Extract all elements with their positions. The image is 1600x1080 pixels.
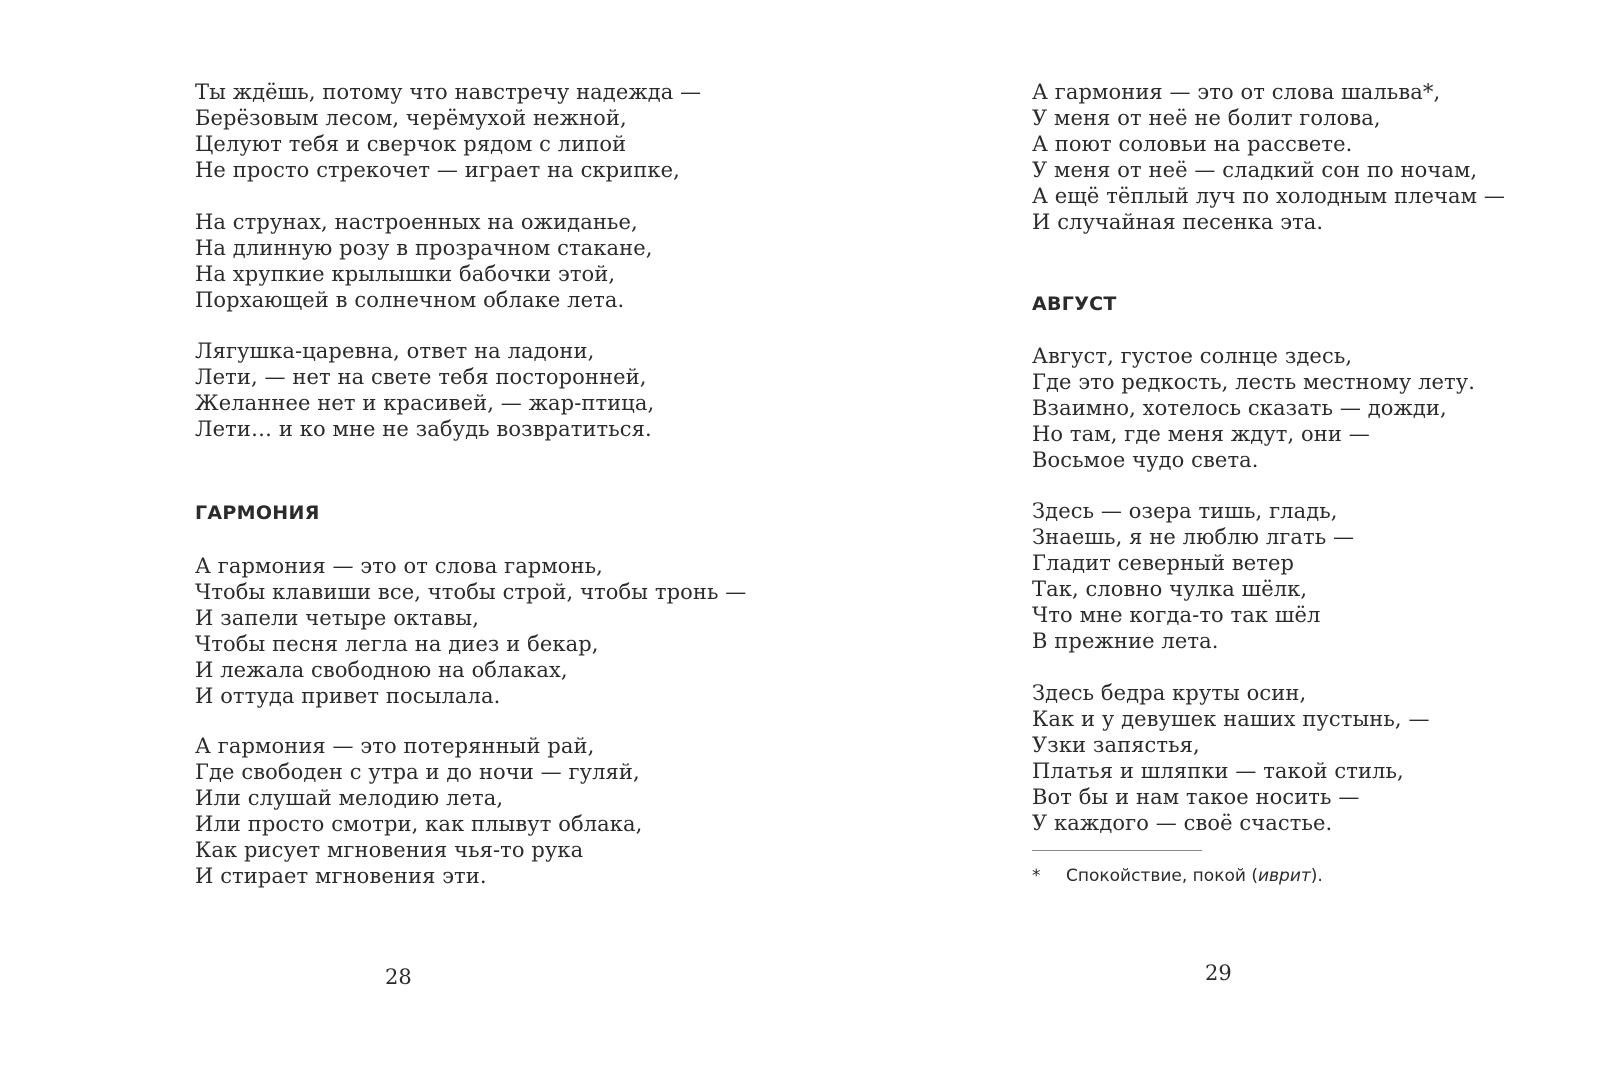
poem-line: Или слушай мелодию лета,: [195, 786, 504, 810]
poem-line: Чтобы клавиши все, чтобы строй, чтобы тронь —: [195, 580, 747, 604]
poem-line: Где свободен с утра и до ночи — гуляй,: [195, 760, 640, 784]
stanza-2: [195, 209, 653, 313]
poem-line: Целуют тебя и сверчок рядом с липой: [195, 132, 627, 156]
poem-line: Вот бы и нам такое носить —: [1032, 785, 1360, 809]
poem-line: Узки запястья,: [1032, 733, 1200, 757]
footnote-text: Спокойствие, покой (: [1066, 866, 1258, 886]
poem-line: Берёзовым лесом, черёмухой нежной,: [195, 106, 627, 130]
poem-line: Восьмое чудо света.: [1032, 448, 1259, 472]
poem-line: Август, густое солнце здесь,: [1032, 344, 1353, 368]
poem-line: Порхающей в солнечном облаке лета.: [195, 288, 625, 312]
page-number-left: 28: [385, 965, 412, 989]
poem-line: А гармония — это потерянный рай,: [195, 734, 595, 758]
page-number-right: 29: [1205, 961, 1232, 985]
poem-line: А поют соловьи на рассвете.: [1032, 132, 1353, 156]
poem-line: Ты ждёшь, потому что навстречу надежда —: [195, 80, 702, 104]
poem-line: Что мне когда-то так шёл: [1032, 603, 1321, 627]
avgust-stanza-1: [1032, 343, 1475, 473]
poem-line: И лежала свободною на облаках,: [195, 658, 568, 682]
poem-line: На хрупкие крылышки бабочки этой,: [195, 262, 616, 286]
stanza-1: [195, 79, 701, 183]
poem-line: И стирает мгновения эти.: [195, 864, 487, 888]
poem-line: Как и у девушек наших пустынь, —: [1032, 707, 1430, 731]
poem-line: Лети… и ко мне не забудь возвратиться.: [195, 417, 652, 441]
footnote: [1032, 866, 1323, 886]
garmonia-stanza-2: [195, 733, 642, 889]
footnote-mark: *: [1032, 866, 1041, 886]
right-page: [800, 0, 1600, 1080]
poem-line: Знаешь, я не люблю лгать —: [1032, 525, 1355, 549]
poem-line: Как рисует мгновения чья-то рука: [195, 838, 584, 862]
poem-line: У каждого — своё счастье.: [1032, 811, 1333, 835]
poem-line: Лягушка-царевна, ответ на ладони,: [195, 339, 595, 363]
stanza-3: [195, 338, 654, 442]
poem-line: А гармония — это от слова гармонь,: [195, 554, 603, 578]
poem-line: А гармония — это от слова шальва*,: [1032, 80, 1441, 104]
poem-line: На струнах, настроенных на ожиданье,: [195, 210, 638, 234]
poem-line: Но там, где меня ждут, они —: [1032, 422, 1370, 446]
poem-line: Платья и шляпки — такой стиль,: [1032, 759, 1404, 783]
poem-line: У меня от неё не болит голова,: [1032, 106, 1381, 130]
poem-title-garmonia: ГАРМОНИЯ: [195, 502, 320, 524]
poem-line: Лети, — нет на свете тебя посторонней,: [195, 365, 647, 389]
poem-line: У меня от неё — сладкий сон по ночам,: [1032, 158, 1478, 182]
poem-line: Желаннее нет и красивей, — жар-птица,: [195, 391, 655, 415]
poem-line: Гладит северный ветер: [1032, 551, 1295, 575]
poem-line: Не просто стрекочет — играет на скрипке,: [195, 158, 680, 182]
poem-line: Чтобы песня легла на диез и бекар,: [195, 632, 599, 656]
poem-line: Или просто смотри, как плывут облака,: [195, 812, 643, 836]
poem-line: Взаимно, хотелось сказать — дожди,: [1032, 396, 1447, 420]
poem-line: Здесь — озера тишь, гладь,: [1032, 499, 1338, 523]
poem-line: На длинную розу в прозрачном стакане,: [195, 236, 653, 260]
poem-line: Где это редкость, лесть местному лету.: [1032, 370, 1475, 394]
poem-line: И оттуда привет посылала.: [195, 684, 501, 708]
poem-line: В прежние лета.: [1032, 629, 1219, 653]
poem-title-avgust: АВГУСТ: [1032, 293, 1117, 315]
poem-line: А ещё тёплый луч по холодным плечам —: [1032, 184, 1505, 208]
footnote-end: ).: [1310, 866, 1323, 886]
poem-line: Здесь бедра круты осин,: [1032, 681, 1307, 705]
garmonia-stanza-1: [195, 553, 746, 709]
avgust-stanza-3: [1032, 680, 1430, 836]
poem-line: И запели четыре октавы,: [195, 606, 480, 630]
poem-line: Так, словно чулка шёлк,: [1032, 577, 1308, 601]
poem-line: И случайная песенка эта.: [1032, 210, 1324, 234]
avgust-stanza-2: [1032, 498, 1354, 654]
footnote-italic: иврит: [1257, 866, 1311, 886]
footnote-divider: [1032, 850, 1202, 851]
garmonia-stanza-3: [1032, 79, 1505, 235]
